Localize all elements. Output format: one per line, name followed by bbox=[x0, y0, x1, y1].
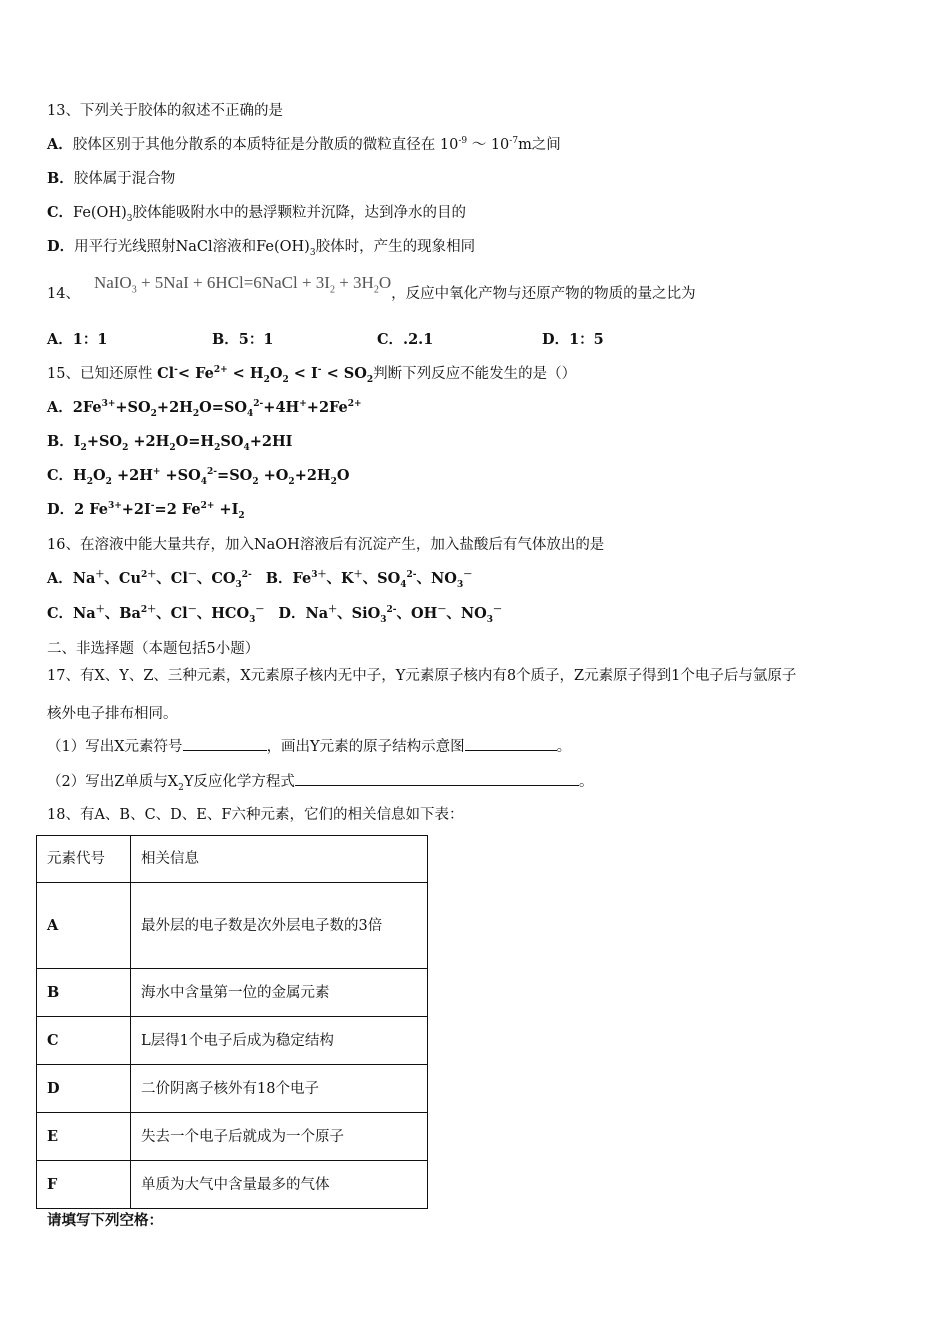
table-cell-info: 二价阴离子核外有18个电子 bbox=[131, 1065, 428, 1113]
table-header-row bbox=[37, 836, 428, 883]
table-row bbox=[37, 969, 428, 1017]
q17-part2: （2）写出Z单质与$X_2Y$反应化学方程式 。 bbox=[47, 771, 593, 792]
q15-option-a: A．$2Fe^{3+}+SO_2+2H_2O=SO_4^{2-}+4H^++2Fe^{2+}$ bbox=[47, 399, 362, 419]
q15-option-d: D．2 $Fe^{3+}+2I^-=2$ $Fe^{2+} +I_2$ bbox=[47, 501, 245, 521]
q14-option-b: B．5：1 bbox=[212, 331, 274, 348]
q13-option-d: D．用平行光线照射NaCl溶液和$Fe(OH)_3$胶体时，产生的现象相同 bbox=[47, 238, 476, 258]
q17-blank-1[interactable] bbox=[183, 736, 267, 751]
q13-option-c: C．$Fe(OH)_3$胶体能吸附水中的悬浮颗粒并沉降，达到净水的目的 bbox=[47, 204, 466, 224]
table-row bbox=[37, 1113, 428, 1161]
q16-stem: 16、在溶液中能大量共存，加入NaOH溶液后有沉淀产生，加入盐酸后有气体放出的是 bbox=[47, 537, 605, 553]
q18-stem: 18、有A、B、C、D、E、F六种元素，它们的相关信息如下表： bbox=[47, 807, 464, 823]
q17-blank-3[interactable] bbox=[295, 771, 579, 786]
table-cell-code: B bbox=[37, 969, 131, 1017]
q17-stem-line2: 核外电子排布相同。 bbox=[47, 706, 178, 722]
q15-stem: 15、已知还原性 $Cl^-< Fe^{2+} < H_2O_2 < I^- < SO_2$判断下列反应不能发生的是（） bbox=[47, 365, 577, 385]
q17-stem-line1: 17、有X、Y、Z、三种元素，X元素原子核内无中子，Y元素原子核内有8个质子，Z元素原子得到1个电子后与氩原子 bbox=[47, 668, 797, 684]
table-cell-code: F bbox=[37, 1161, 131, 1209]
table-header-info: 相关信息 bbox=[131, 836, 428, 883]
q15-option-c: C．$H_2O_2 +2H^+ +SO_4^{2-}=SO_2 +O_2+2H_2O$ bbox=[47, 467, 350, 487]
table-row bbox=[37, 883, 428, 969]
table-cell-code: D bbox=[37, 1065, 131, 1113]
q14-option-d: D．1：5 bbox=[542, 331, 604, 348]
q14-option-a: A．1：1 bbox=[47, 331, 108, 348]
q15-option-b: B．$I_2+SO_2 +2H_2O=H_2SO_4+2HI$ bbox=[47, 433, 293, 453]
table-row bbox=[37, 1161, 428, 1209]
section-heading: 二、非选择题（本题包括5小题） bbox=[47, 641, 260, 657]
table-row bbox=[37, 1017, 428, 1065]
q14-stem: 14、NaIO$_3$ + 5NaI + 6HCl=6NaCl + $3I_2 + 3H_2O$，反应中氧化产物与还原产物的物质的量之比为 bbox=[47, 273, 696, 302]
table-cell-code: E bbox=[37, 1113, 131, 1161]
q16-options-row1: A．Na＋、$Cu^{2+}$、Cl－、$CO_3^{2-}$ B．$Fe^{3+}$、K＋、$SO_4^{2-}$、$NO_3^-$ bbox=[47, 570, 473, 590]
table-cell-info: 单质为大气中含量最多的气体 bbox=[131, 1161, 428, 1209]
table-cell-code: A bbox=[37, 883, 131, 969]
q13-option-a: A．胶体区别于其他分散系的本质特征是分散质的微粒直径在 $10^{-9}$ ～ $10^{-7}m$之间 bbox=[47, 136, 561, 153]
q13-stem: 13、下列关于胶体的叙述不正确的是 bbox=[47, 103, 283, 119]
q13-option-b: B．胶体属于混合物 bbox=[47, 170, 176, 187]
table-cell-info: L层得1个电子后成为稳定结构 bbox=[131, 1017, 428, 1065]
q17-part1: （1）写出X元素符号 ，画出Y元素的原子结构示意图 。 bbox=[47, 736, 571, 757]
table-row bbox=[37, 1065, 428, 1113]
table-cell-info: 最外层的电子数是次外层电子数的3倍 bbox=[131, 883, 428, 969]
q17-blank-2[interactable] bbox=[465, 736, 557, 751]
q14-equation: NaIO$_3$ + 5NaI + 6HCl=6NaCl + $3I_2 + 3H_2O$ bbox=[93, 273, 392, 296]
q14-options bbox=[47, 330, 604, 350]
table-cell-code: C bbox=[37, 1017, 131, 1065]
table-cell-info: 失去一个电子后就成为一个原子 bbox=[131, 1113, 428, 1161]
table-header-code: 元素代号 bbox=[37, 836, 131, 883]
table-cell-info: 海水中含量第一位的金属元素 bbox=[131, 969, 428, 1017]
element-info-table bbox=[36, 835, 428, 1209]
q14-option-c: C．.2.1 bbox=[377, 331, 434, 348]
q18-footer: 请填写下列空格： bbox=[47, 1212, 163, 1229]
q16-options-row2: C．Na＋、$Ba^{2+}$、Cl－、$HCO_3^-$ D．Na＋、SiO$_3^{2-}$、OH－、$NO_3^-$ bbox=[47, 605, 503, 625]
